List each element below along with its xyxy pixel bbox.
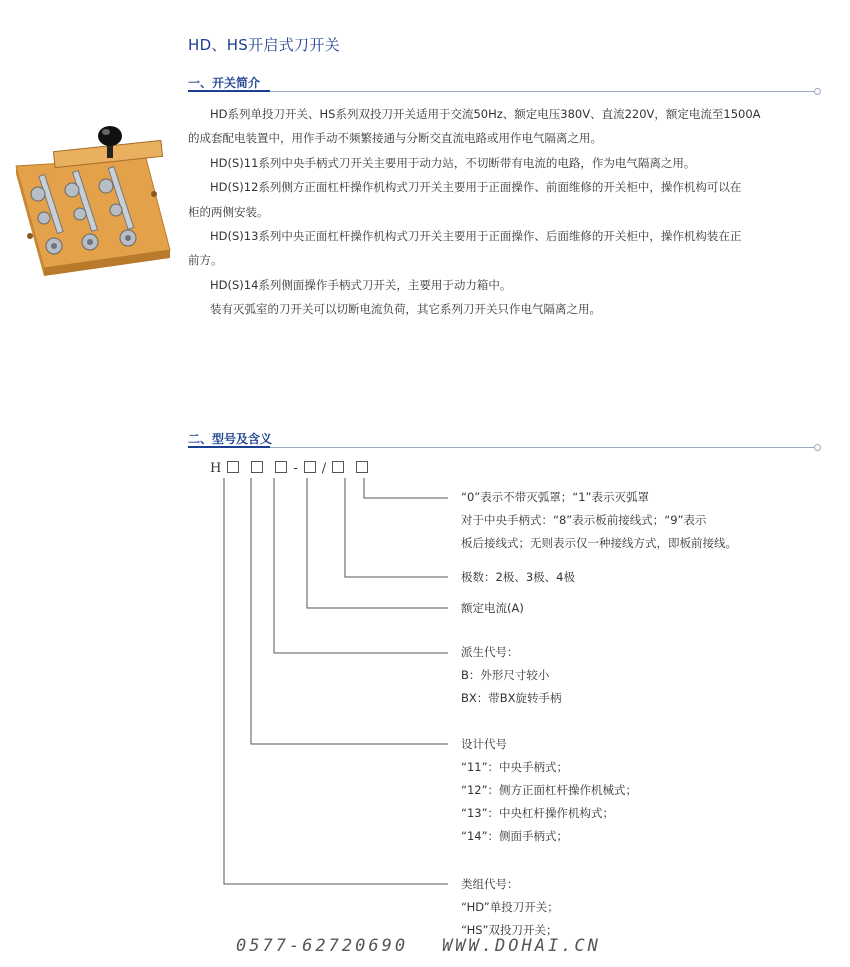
footer-website[interactable]: WWW.DOHAI.CN (442, 936, 601, 956)
intro-paragraph: 柜的两侧安装。 (188, 204, 269, 219)
legend-line: “12”：侧方正面杠杆操作机械式； (461, 783, 638, 797)
section-rule-intro (188, 91, 814, 92)
legend-line: 极数：2极、3极、4极 (461, 570, 575, 584)
legend-line: “14”：侧面手柄式； (461, 829, 569, 843)
legend-derived (461, 641, 562, 710)
legend-line: 类组代号： (461, 877, 519, 891)
page-title: HD、HS开启式刀开关 (188, 36, 340, 54)
legend-line: “11”：中央手柄式； (461, 760, 569, 774)
legend-poles (461, 566, 575, 589)
model-box-category (227, 461, 239, 473)
model-box-poles (332, 461, 344, 473)
leader-line-category (224, 478, 448, 884)
legend-arc (461, 486, 737, 555)
legend-line: “HS”双投刀开关； (461, 923, 558, 937)
section-rule-model (188, 447, 814, 448)
model-slash: / (321, 461, 327, 476)
model-dash: - (293, 461, 298, 476)
model-box-current (304, 461, 316, 473)
legend-line: 对于中央手柄式：“8”表示板前接线式；“9”表示 (461, 513, 707, 527)
model-box-arc (356, 461, 368, 473)
legend-category (461, 873, 559, 942)
legend-line: “13”：中央杠杆操作机构式； (461, 806, 615, 820)
intro-paragraph: HD系列单投刀开关、HS系列双投刀开关适用于交流50Hz、额定电压380V、直流220V，额定电流至1500A (210, 107, 761, 121)
intro-paragraph: HD(S)13系列中央正面杠杆操作机构式刀开关主要用于正面操作、后面维修的开关柜中，操作机构装在正 (210, 229, 742, 244)
intro-paragraph: HD(S)11系列中央手柄式刀开关主要用于动力站，不切断带有电流的电路，作为电气隔离之用。 (210, 155, 696, 170)
legend-line: 板后接线式；无则表示仅一种接线方式，即板前接线。 (461, 536, 737, 550)
intro-paragraph: 前方。 (188, 253, 223, 268)
leader-line-current (307, 478, 448, 608)
intro-text (188, 102, 826, 322)
footer-phone: 0577-62720690 (236, 936, 409, 956)
knife-switch-photo (14, 118, 174, 278)
model-box-derived (275, 461, 287, 473)
legend-line: 额定电流(A) (461, 601, 524, 615)
legend-line: 设计代号 (461, 737, 507, 751)
intro-paragraph: HD(S)12系列侧方正面杠杆操作机构式刀开关主要用于正面操作、前面维修的开关柜中，操作机构可以在 (210, 180, 742, 195)
legend-line: 派生代号： (461, 645, 519, 659)
model-box-design (251, 461, 263, 473)
leader-line-derived (274, 478, 448, 653)
section-heading-model: 二、型号及含义 (188, 432, 273, 446)
section-heading-intro: 一、开关简介 (188, 76, 261, 90)
legend-line: B：外形尺寸较小 (461, 668, 550, 682)
legend-line: “0”表示不带灭弧罩；“1”表示灭弧罩 (461, 490, 649, 504)
legend-line: BX：带BX旋转手柄 (461, 691, 562, 705)
intro-paragraph: HD(S)14系列侧面操作手柄式刀开关，主要用于动力箱中。 (210, 277, 512, 292)
leader-line-design (251, 478, 448, 744)
leader-line-arc (364, 478, 448, 498)
legend-line: “HD”单投刀开关； (461, 900, 559, 914)
legend-design (461, 733, 637, 848)
leader-line-poles (345, 478, 448, 577)
model-code (210, 461, 374, 476)
model-prefix: H (210, 461, 222, 476)
footer-contact (236, 936, 601, 956)
intro-paragraph: 的成套配电装置中，用作手动不频繁接通与分断交直流电路或用作电气隔离之用。 (188, 131, 602, 146)
legend-current (461, 597, 524, 620)
intro-paragraph: 装有灭弧室的刀开关可以切断电流负荷，其它系列刀开关只作电气隔离之用。 (210, 302, 601, 317)
